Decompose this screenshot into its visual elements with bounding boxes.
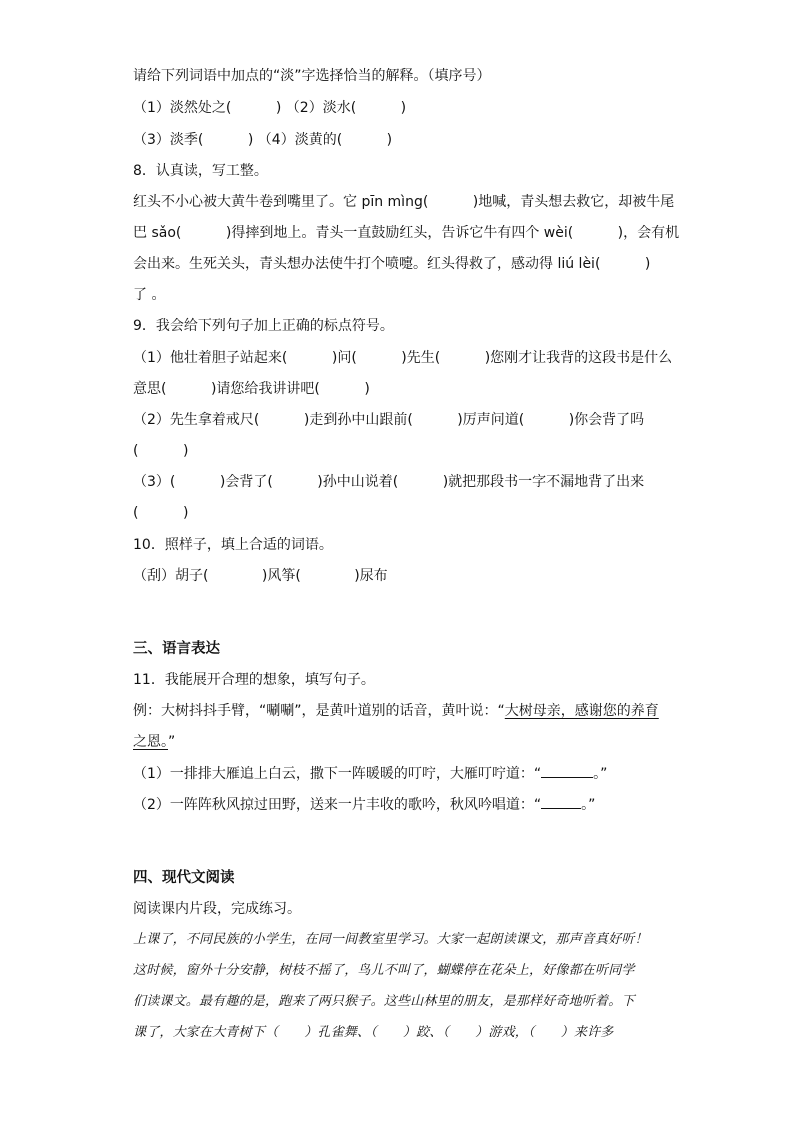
q8-line-2: 巴 sǎo( )得摔到地上。青头一直鼓励红头，告诉它牛有四个 wèi( )，会有机 (133, 225, 680, 241)
q9-title: 9．我会给下列句子加上正确的标点符号。 (133, 318, 394, 334)
q11-item-2 (133, 795, 595, 815)
q9-s3-b: ( ) (133, 505, 189, 521)
item-1-prefix: （1）一排排大雁追上白云，撒下一阵暖暖的叮咛，大雁叮咛道：“ (133, 766, 542, 782)
answer-blank-2[interactable] (541, 796, 581, 809)
q10-row: （刮）胡子( )风筝( )尿布 (133, 568, 388, 584)
q8-line-1: 红头不小心被大黄牛卷到嘴里了。它 pīn mìng( )地喊，青头想去救它，却被牛尾 (133, 194, 675, 210)
q8-title: 8．认真读，写工整。 (133, 163, 268, 179)
q8-line-4: 了 。 (133, 287, 166, 303)
reading-intro: 阅读课内片段，完成练习。 (133, 901, 301, 917)
q11-title: 11．我能展开合理的想象，填写句子。 (133, 672, 375, 688)
q11-item-1 (133, 764, 607, 784)
q9-s1-a: （1）他壮着胆子站起来( )问( )先生( )您刚才让我背的这段书是什么 (133, 350, 673, 366)
q8-line-3: 会出来。生死关头，青头想办法使牛打个喷嚏。红头得救了，感动得 liú lèi( ) (133, 256, 651, 272)
q9-s1-b: 意思( )请您给我讲讲吧( ) (133, 381, 370, 397)
passage-line-4: 课了，大家在大青树下（ ）孔雀舞、（ ）跤、（ ）游戏，（ ）来许多 (133, 1025, 614, 1040)
item-2-suffix: 。” (581, 797, 596, 813)
example-answer-2: 之恩。 (133, 734, 168, 750)
example-prefix: 例：大树抖抖手臂，“唰唰”，是黄叶道别的话音，黄叶说：“ (133, 703, 505, 719)
passage-line-1: 上课了，不同民族的小学生，在同一间教室里学习。大家一起朗读课文，那声音真好听！ (133, 932, 648, 947)
example-answer-1: 大树母亲，感谢您的养育 (504, 703, 659, 719)
q9-s2-b: ( ) (133, 443, 189, 459)
item-1-suffix: 。” (593, 766, 608, 782)
q11-example-cont (133, 732, 175, 752)
passage-line-2: 这时候，窗外十分安静，树枝不摇了，鸟儿不叫了，蝴蝶停在花朵上，好像都在听同学 (133, 963, 635, 978)
item-2-prefix: （2）一阵阵秋风掠过田野，送来一片丰收的歌吟，秋风吟唱道：“ (133, 797, 542, 813)
section-4-heading: 四、现代文阅读 (133, 870, 235, 886)
q10-title: 10．照样子，填上合适的词语。 (133, 537, 333, 553)
q7-row-2: （3）淡季( ) （4）淡黄的( ) (133, 132, 393, 148)
q9-s2-a: （2）先生拿着戒尺( )走到孙中山跟前( )厉声问道( )你会背了吗 (133, 412, 645, 428)
answer-blank-1[interactable] (541, 765, 593, 778)
section-3-heading: 三、语言表达 (133, 641, 220, 657)
passage-line-3: 们读课文。最有趣的是，跑来了两只猴子。这些山林里的朋友，是那样好奇地听着。下 (133, 994, 635, 1009)
example-close: ” (168, 734, 176, 750)
q11-example (133, 701, 659, 721)
q9-s3-a: （3）( )会背了( )孙中山说着( )就把那段书一字不漏地背了出来 (133, 474, 645, 490)
q7-prompt: 请给下列词语中加点的“淡”字选择恰当的解释。（填序号） (133, 68, 491, 84)
q7-row-1: （1）淡然处之( ) （2）淡水( ) (133, 100, 407, 116)
